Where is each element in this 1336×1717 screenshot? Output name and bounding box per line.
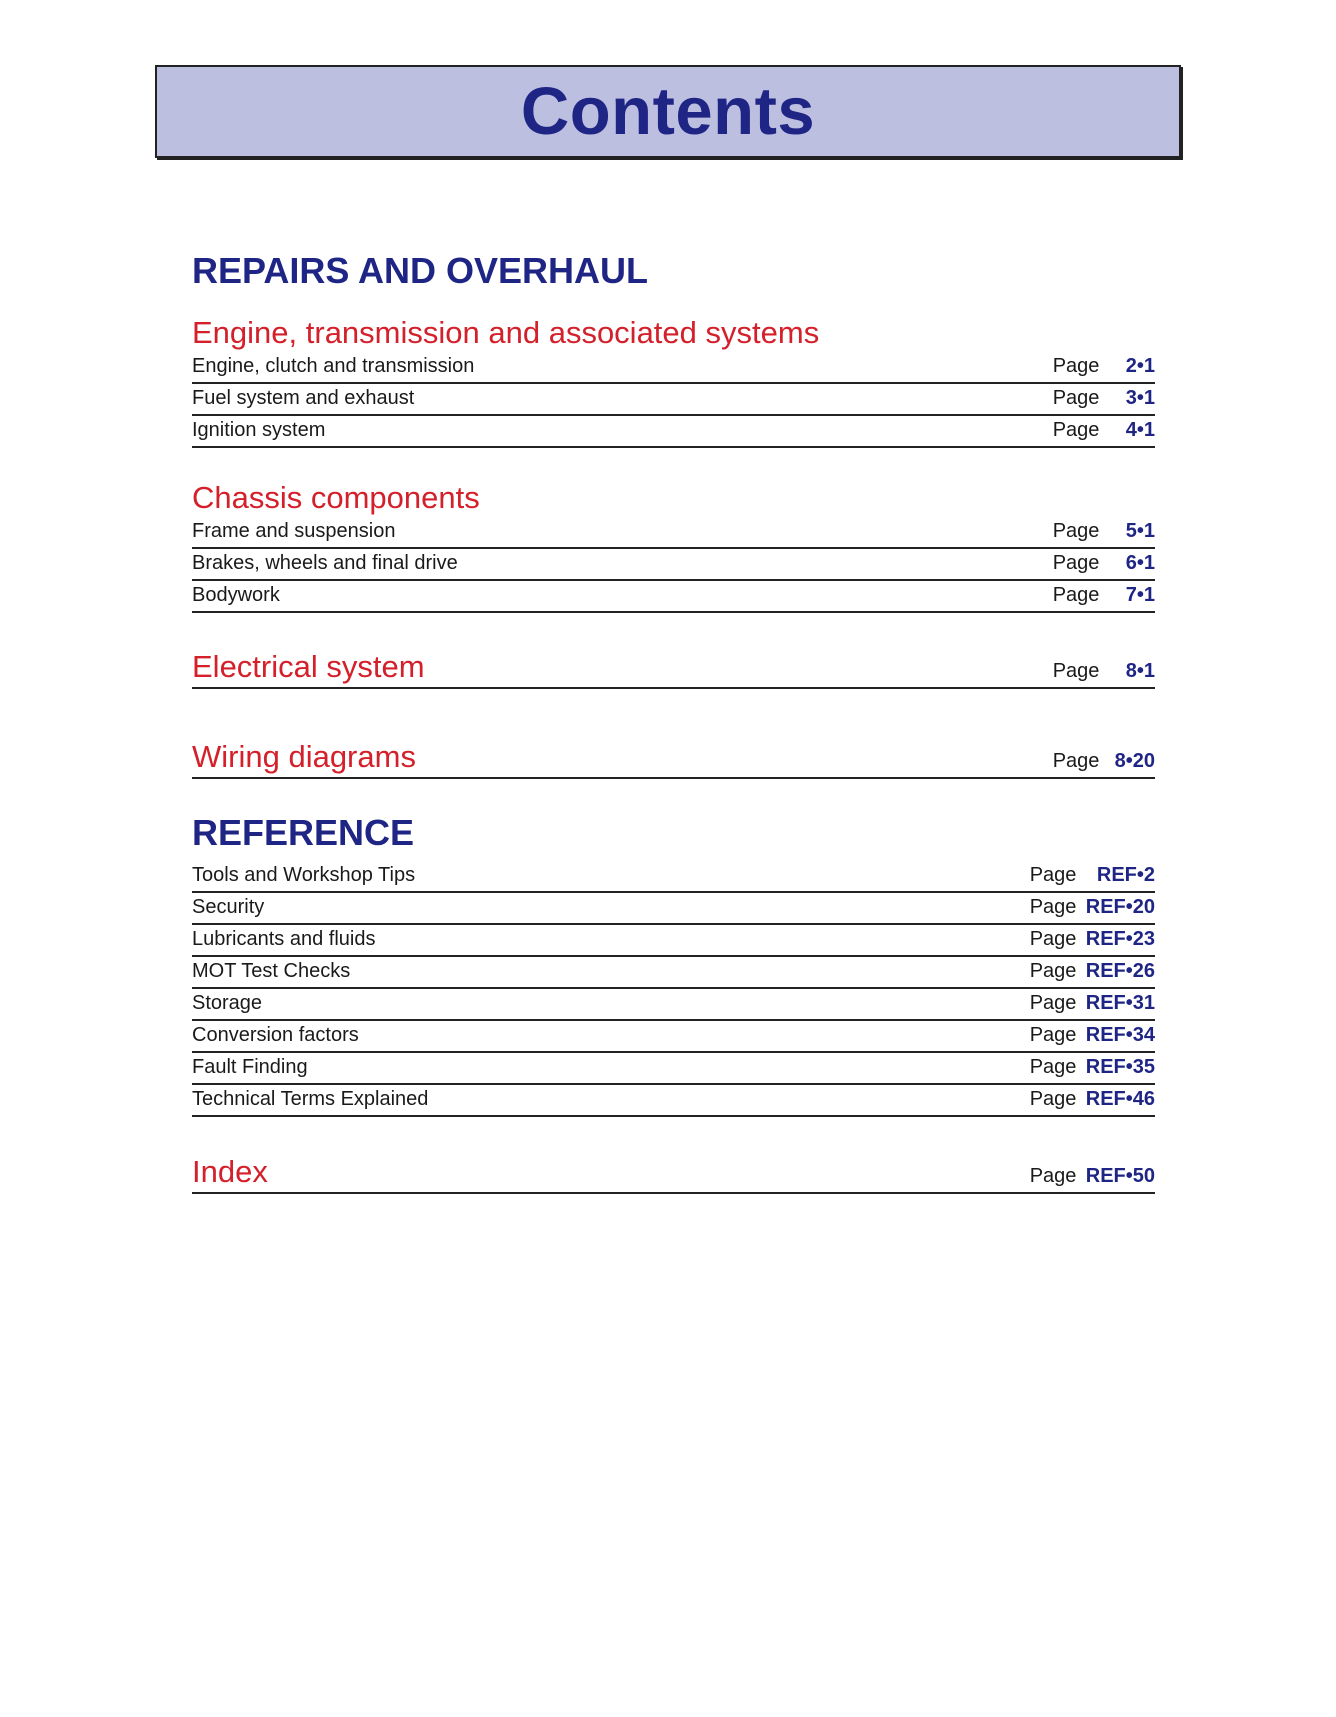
toc-entry[interactable] bbox=[192, 416, 1155, 448]
page-word: Page bbox=[1029, 1165, 1077, 1187]
page-word: Page bbox=[1052, 660, 1100, 682]
toc-entry[interactable] bbox=[192, 1053, 1155, 1085]
toc-entry[interactable] bbox=[192, 893, 1155, 925]
page-number: REF•20 bbox=[1085, 896, 1155, 918]
page-title: Contents bbox=[520, 74, 816, 149]
entry-label: Tools and Workshop Tips bbox=[192, 864, 416, 886]
toc-entry[interactable] bbox=[192, 549, 1155, 581]
entry-label: MOT Test Checks bbox=[192, 960, 351, 982]
page-number: 6•1 bbox=[1125, 552, 1155, 574]
page-word: Page bbox=[1029, 864, 1077, 886]
page-number: 3•1 bbox=[1125, 387, 1155, 409]
toc-entry[interactable] bbox=[192, 925, 1155, 957]
page-word: Page bbox=[1052, 552, 1100, 574]
page-number: 7•1 bbox=[1125, 584, 1155, 606]
page-word: Page bbox=[1029, 1024, 1077, 1046]
entry-label: Electrical system bbox=[192, 649, 425, 684]
subheading-engine: Engine, transmission and associated systems bbox=[192, 315, 820, 350]
entry-label: Frame and suspension bbox=[192, 520, 396, 542]
page-number: REF•2 bbox=[1096, 864, 1155, 886]
subheading-chassis: Chassis components bbox=[192, 480, 480, 515]
page-word: Page bbox=[1052, 419, 1100, 441]
toc-entry-index[interactable] bbox=[192, 1148, 1155, 1194]
entry-label: Storage bbox=[192, 992, 263, 1014]
page-number: 5•1 bbox=[1125, 520, 1155, 542]
page-number: REF•50 bbox=[1085, 1165, 1155, 1187]
entry-label: Technical Terms Explained bbox=[192, 1088, 429, 1110]
page-word: Page bbox=[1029, 1056, 1077, 1078]
page-word: Page bbox=[1052, 584, 1100, 606]
page-word: Page bbox=[1029, 1088, 1077, 1110]
page-number: REF•35 bbox=[1085, 1056, 1155, 1078]
entry-label: Lubricants and fluids bbox=[192, 928, 376, 950]
page-number: 2•1 bbox=[1125, 355, 1155, 377]
toc-entry-electrical[interactable] bbox=[192, 643, 1155, 689]
toc-entry[interactable] bbox=[192, 1085, 1155, 1117]
page-number: REF•23 bbox=[1085, 928, 1155, 950]
entry-label: Wiring diagrams bbox=[192, 739, 416, 774]
page-number: 4•1 bbox=[1125, 419, 1155, 441]
toc-entry[interactable] bbox=[192, 352, 1155, 384]
toc-entry[interactable] bbox=[192, 517, 1155, 549]
toc-entry[interactable] bbox=[192, 989, 1155, 1021]
toc-entry[interactable] bbox=[192, 861, 1155, 893]
page-word: Page bbox=[1052, 387, 1100, 409]
section-heading-reference: REFERENCE bbox=[192, 812, 415, 853]
entry-label: Fault Finding bbox=[192, 1056, 308, 1078]
section-heading-repairs: REPAIRS AND OVERHAUL bbox=[192, 250, 649, 291]
page-word: Page bbox=[1029, 992, 1077, 1014]
page-word: Page bbox=[1052, 520, 1100, 542]
page-word: Page bbox=[1052, 750, 1100, 772]
entry-label: Ignition system bbox=[192, 419, 326, 441]
page-word: Page bbox=[1029, 928, 1077, 950]
toc-entry[interactable] bbox=[192, 1021, 1155, 1053]
page-number: REF•34 bbox=[1085, 1024, 1155, 1046]
page-number: 8•1 bbox=[1125, 660, 1155, 682]
page-word: Page bbox=[1029, 896, 1077, 918]
entry-label: Index bbox=[192, 1154, 268, 1189]
toc-entry-wiring[interactable] bbox=[192, 733, 1155, 779]
page-number: 8•20 bbox=[1114, 750, 1155, 772]
entry-label: Fuel system and exhaust bbox=[192, 387, 415, 409]
entry-label: Engine, clutch and transmission bbox=[192, 355, 475, 377]
entry-label: Bodywork bbox=[192, 584, 280, 606]
page-word: Page bbox=[1029, 960, 1077, 982]
contents-title-box bbox=[155, 65, 1181, 158]
page-number: REF•46 bbox=[1085, 1088, 1155, 1110]
page-word: Page bbox=[1052, 355, 1100, 377]
toc-entry[interactable] bbox=[192, 384, 1155, 416]
page-number: REF•26 bbox=[1085, 960, 1155, 982]
toc-entry[interactable] bbox=[192, 581, 1155, 613]
entry-label: Conversion factors bbox=[192, 1024, 359, 1046]
toc-entry[interactable] bbox=[192, 957, 1155, 989]
page-number: REF•31 bbox=[1085, 992, 1155, 1014]
entry-label: Security bbox=[192, 896, 265, 918]
entry-label: Brakes, wheels and final drive bbox=[192, 552, 458, 574]
